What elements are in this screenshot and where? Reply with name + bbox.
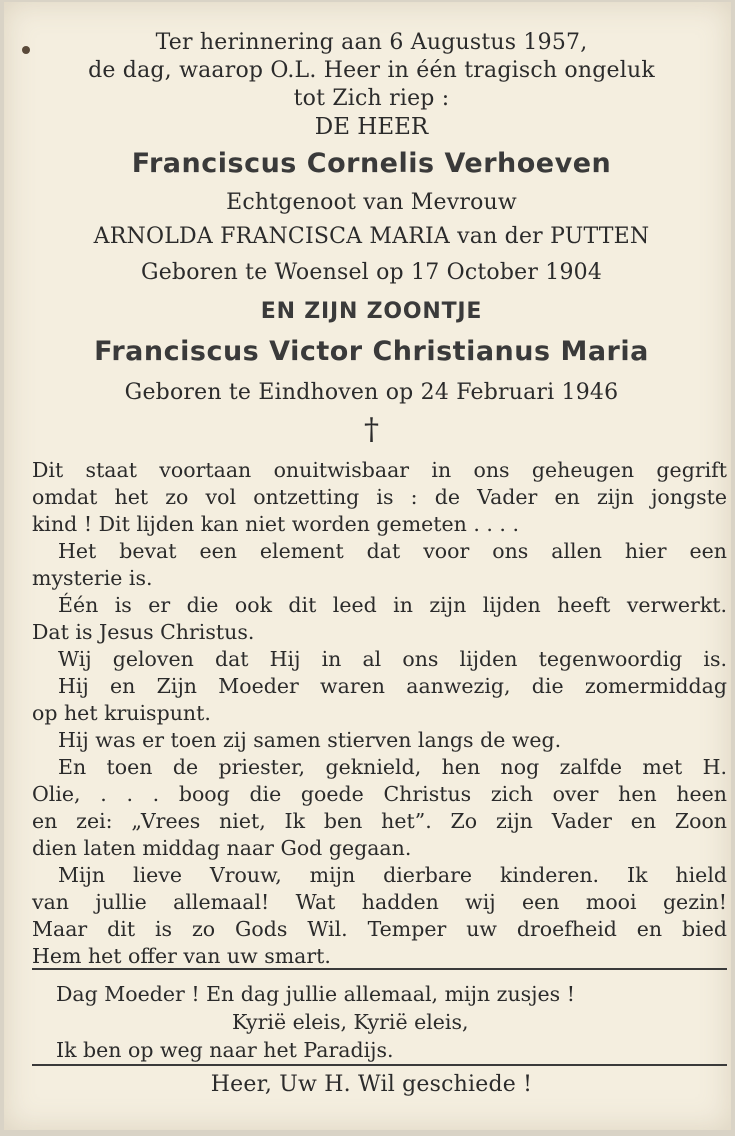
text-line: Dat is Jesus Christus. [32,620,255,644]
text-line: omdat het zo vol ontzetting is : de Vader en zijn jongste [32,485,727,509]
text-line: En toen de priester, geknield, hen nog zalfde met H. [58,755,727,779]
header-line-2: de dag, waarop O.L. Heer in één tragisch ongeluk [88,58,655,83]
poem-line-1: Dag Moeder ! En dag jullie allemaal, mijn zusjes ! [56,982,575,1006]
text-line: en zei: „Vrees niet, Ik ben het”. Zo zijn Vader en Zoon [32,809,727,833]
memorial-card [4,2,731,1130]
divider-bottom [32,1064,727,1066]
text-line: Hij was er toen zij samen stierven langs de weg. [58,728,562,752]
son-heading: EN ZIJN ZOONTJE [260,299,483,324]
poem-line-3: Ik ben op weg naar het Paradijs. [56,1038,394,1062]
text-line: Het bevat een element dat voor ons allen hier een [58,539,727,563]
son-birth: Geboren te Eindhoven op 24 Februari 1946 [124,380,619,405]
text-line: mysterie is. [32,566,153,590]
father-birth: Geboren te Woensel op 17 October 1904 [140,260,603,285]
title-de-heer: DE HEER [314,114,429,140]
text-line: Dit staat voortaan onuitwisbaar in ons geheugen gegrift [32,458,727,482]
spouse-label: Echtgenoot van Mevrouw [226,190,517,215]
text-line: kind ! Dit lijden kan niet worden gemeten . . . . [32,512,519,536]
poem-line-2: Kyrië eleis, Kyrië eleis, [232,1010,469,1034]
text-line: Maar dit is zo Gods Wil. Temper uw droefheid en bied [32,917,727,941]
spouse-name: ARNOLDA FRANCISCA MARIA van der PUTTEN [93,224,650,249]
cross-icon: † [364,412,379,447]
closing-line: Heer, Uw H. Wil geschiede ! [210,1072,533,1097]
header-line-1: Ter herinnering aan 6 Augustus 1957, [155,30,588,55]
text-line: op het kruispunt. [32,701,211,725]
text-line: Olie, . . . boog die goede Christus zich over hen heen [32,782,727,806]
text-line: Wij geloven dat Hij in al ons lijden tegenwoordig is. [58,647,727,671]
text-line: Hem het offer van uw smart. [32,944,331,968]
header-line-3: tot Zich riep : [293,86,450,111]
text-line: van jullie allemaal! Wat hadden wij een mooi gezin! [32,890,727,914]
text-line: dien laten middag naar God gegaan. [32,836,412,860]
text-line: Mijn lieve Vrouw, mijn dierbare kinderen. Ik hield [58,863,727,887]
text-line: Één is er die ook dit leed in zijn lijden heeft verwerkt. [58,593,727,617]
deceased-name-son: Franciscus Victor Christianus Maria [94,336,649,367]
deceased-name-father: Franciscus Cornelis Verhoeven [131,148,612,179]
text-line: Hij en Zijn Moeder waren aanwezig, die zomermiddag [58,674,727,698]
divider-top [32,968,727,970]
